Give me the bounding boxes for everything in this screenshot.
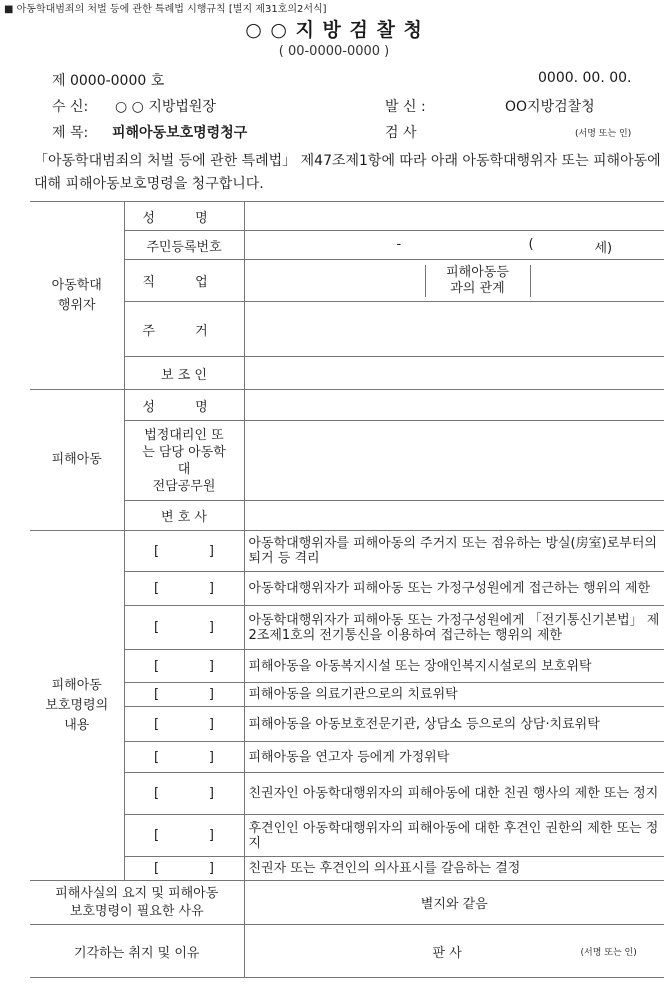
offender-address-label: 주 거 — [124, 302, 244, 357]
phone-number: ( 00-0000-0000 ) — [278, 44, 390, 59]
order-checkbox-5[interactable]: [ ] — [124, 683, 244, 707]
order-item-1: 아동학대행위자를 피해아동의 주거지 또는 점유하는 방실(房室)로부터의 퇴거 등 격리 — [244, 531, 664, 572]
offender-job-row — [244, 260, 664, 302]
order-item-6: 피해아동을 아동보호전문기관, 상담소 등으로의 상담·치료위탁 — [244, 707, 664, 742]
order-checkbox-6[interactable]: [ ] — [124, 707, 244, 742]
subject: 피해아동보호명령청구 — [112, 125, 248, 141]
reason-value: 별지와 같음 — [244, 881, 664, 925]
order-checkbox-1[interactable]: [ ] — [124, 531, 244, 572]
offender-job-label: 직 업 — [124, 260, 244, 302]
order-item-10: 친권자 또는 후견인의 의사표시를 갈음하는 결정 — [244, 857, 664, 881]
victim-lawyer-label: 변 호 사 — [124, 501, 244, 531]
age-suffix: 세) — [594, 241, 613, 256]
relation-label: 피해아동등 과의 관계 — [425, 265, 531, 297]
order-checkbox-9[interactable]: [ ] — [124, 815, 244, 857]
victim-name-field[interactable] — [244, 390, 664, 421]
sender-label: 발 신 : — [385, 99, 426, 115]
prosecutor-signature-note: (서명 또는 인) — [575, 129, 632, 139]
judge-label: 판 사 — [432, 946, 462, 961]
relation-field[interactable] — [531, 265, 665, 297]
document-date: 0000. 00. 00. — [538, 70, 632, 86]
order-item-8: 친권자인 아동학대행위자의 피해아동에 대한 친권 행사의 제한 또는 정지 — [244, 773, 664, 815]
offender-assistant-field[interactable] — [244, 357, 664, 390]
reason-label: 피해사실의 요지 및 피해아동 보호명령이 필요한 사유 — [30, 881, 244, 925]
victim-name-label: 성 명 — [124, 390, 244, 421]
order-checkbox-2[interactable]: [ ] — [124, 572, 244, 606]
offender-address-field[interactable] — [244, 302, 664, 357]
victim-group-label: 피해아동 — [30, 390, 124, 531]
form-reference: ■ 아동학대범죄의 처벌 등에 관한 특례법 시행규칙 [별지 제31호의2서식] — [4, 4, 327, 15]
order-checkbox-10[interactable]: [ ] — [124, 857, 244, 881]
intro-text: 「아동학대범죄의 처벌 등에 관한 특례법」 제47조제1항에 따라 아래 아동학대행위자 또는 피해아동에 대해 피해아동보호명령을 청구합니다. — [34, 153, 661, 192]
victim-representative-field[interactable] — [244, 421, 664, 501]
age-open: ( — [528, 237, 534, 252]
order-item-9: 후견인인 아동학대행위자의 피해아동에 대한 후견인 권한의 제한 또는 정지 — [244, 815, 664, 857]
order-item-5: 피해아동을 의료기관으로의 치료위탁 — [244, 683, 664, 707]
subject-label: 제 목: — [52, 125, 89, 141]
victim-representative-label: 법정대리인 또 는 담당 아동학 대 전담공무원 — [124, 421, 244, 501]
document-number: 제 0000-0000 호 — [52, 73, 165, 89]
dismissal-label: 기각하는 취지 및 이유 — [30, 925, 244, 978]
page-title: ○ ○ 지 방 검 찰 청 — [245, 19, 423, 41]
order-checkbox-3[interactable]: [ ] — [124, 606, 244, 650]
offender-assistant-label: 보 조 인 — [124, 357, 244, 390]
recipient: ○ ○ 지방법원장 — [115, 99, 216, 115]
rrn-dash: - — [396, 237, 402, 252]
offender-rrn-field[interactable] — [244, 231, 664, 260]
order-checkbox-7[interactable]: [ ] — [124, 742, 244, 773]
order-checkbox-4[interactable]: [ ] — [124, 650, 244, 683]
dismissal-field[interactable] — [244, 925, 664, 978]
offender-name-label: 성 명 — [124, 202, 244, 231]
order-item-4: 피해아동을 아동복지시설 또는 장애인복지시설로의 보호위탁 — [244, 650, 664, 683]
order-checkbox-8[interactable]: [ ] — [124, 773, 244, 815]
offender-rrn-label: 주민등록번호 — [124, 231, 244, 260]
prosecutor-label: 검 사 — [385, 125, 417, 141]
victim-lawyer-field[interactable] — [244, 501, 664, 531]
order-item-7: 피해아동을 연고자 등에게 가정위탁 — [244, 742, 664, 773]
offender-group-label: 아동학대 행위자 — [30, 202, 124, 390]
order-item-3: 아동학대행위자가 피해아동 또는 가정구성원에게 「전기통신기본법」 제2조제1호의 전기통신을 이용하여 접근하는 행위의 제한 — [244, 606, 664, 650]
order-item-2: 아동학대행위자가 피해아동 또는 가정구성원에게 접근하는 행위의 제한 — [244, 572, 664, 606]
sender: OO지방검찰청 — [505, 99, 595, 115]
orders-group-label: 피해아동 보호명령의 내용 — [30, 531, 124, 881]
request-form-table — [30, 201, 664, 978]
judge-signature-note: (서명 또는 인) — [580, 948, 637, 958]
offender-name-field[interactable] — [244, 202, 664, 231]
offender-job-field[interactable] — [245, 265, 425, 297]
recipient-label: 수 신: — [52, 99, 89, 115]
